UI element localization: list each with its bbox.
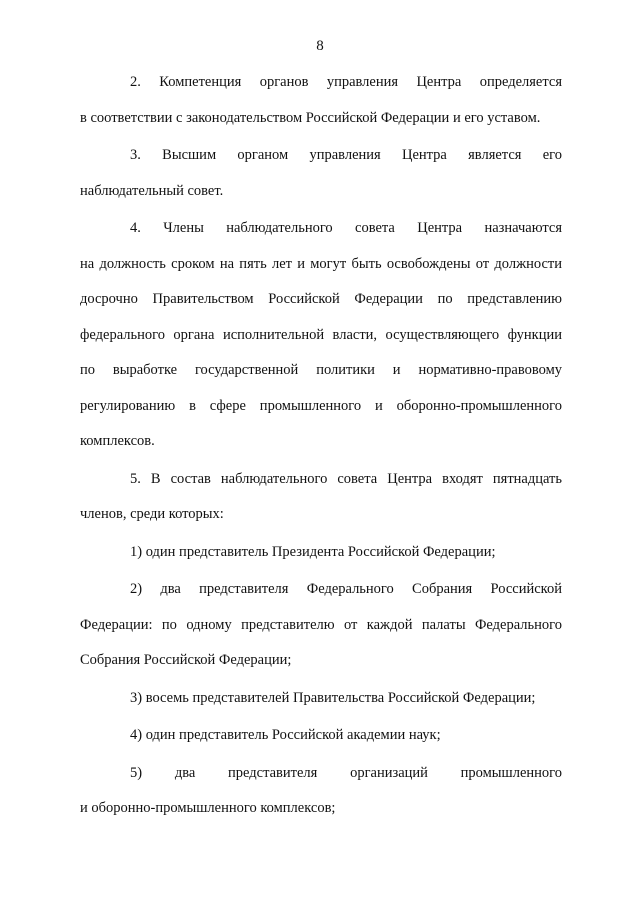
text-line: федерального органа исполнительной власти, осуществляющего функции [80, 326, 562, 343]
text-line: 1) один представитель Президента Российской Федерации; [130, 543, 496, 560]
paragraph-4 [80, 211, 562, 460]
text-line: по выработке государственной политики и нормативно-правовому [80, 362, 562, 378]
text-line: 5. В состав наблюдательного совета Центра входят пятнадцать [130, 470, 562, 487]
text-line: наблюдательный совет. [80, 182, 224, 199]
text-line: комплексов. [80, 433, 155, 449]
text-line: Собрания Российской Федерации; [80, 652, 292, 668]
text-line: 4) один представитель Российской академии наук; [130, 727, 441, 743]
text-line: 4. Члены наблюдательного совета Центра назначаются [130, 220, 562, 236]
text-line: 5) два представителя организаций промышленного [130, 764, 562, 781]
list-item-2 [80, 572, 562, 679]
paragraph-2 [80, 65, 562, 136]
paragraph-3 [80, 138, 562, 209]
text-line: регулированию в сфере промышленного и оборонно-промышленного [80, 397, 562, 414]
list-item-5 [80, 756, 562, 827]
paragraph-5 [80, 462, 562, 533]
page-number: 8 [316, 38, 324, 54]
text-line: Федерации: по одному представителю от каждой палаты Федерального [80, 616, 562, 633]
text-line: в соответствии с законодательством Российской Федерации и его уставом. [80, 109, 541, 126]
text-line: 2. Компетенция органов управления Центра определяется [130, 74, 562, 90]
text-line: на должность сроком на пять лет и могут быть освобождены от должности [80, 255, 562, 272]
list-item-3 [80, 681, 562, 717]
text-line: 3) восемь представителей Правительства Российской Федерации; [130, 689, 536, 706]
text-line: и оборонно-промышленного комплексов; [80, 800, 336, 816]
text-line: досрочно Правительством Российской Федерации по представлению [80, 291, 562, 307]
text-line: членов, среди которых: [80, 506, 224, 522]
document-body [80, 65, 562, 827]
text-line: 3. Высшим органом управления Центра является его [130, 147, 562, 163]
text-line: 2) два представителя Федерального Собрания Российской [130, 581, 562, 597]
list-item-1 [80, 535, 562, 571]
list-item-4 [80, 718, 562, 754]
